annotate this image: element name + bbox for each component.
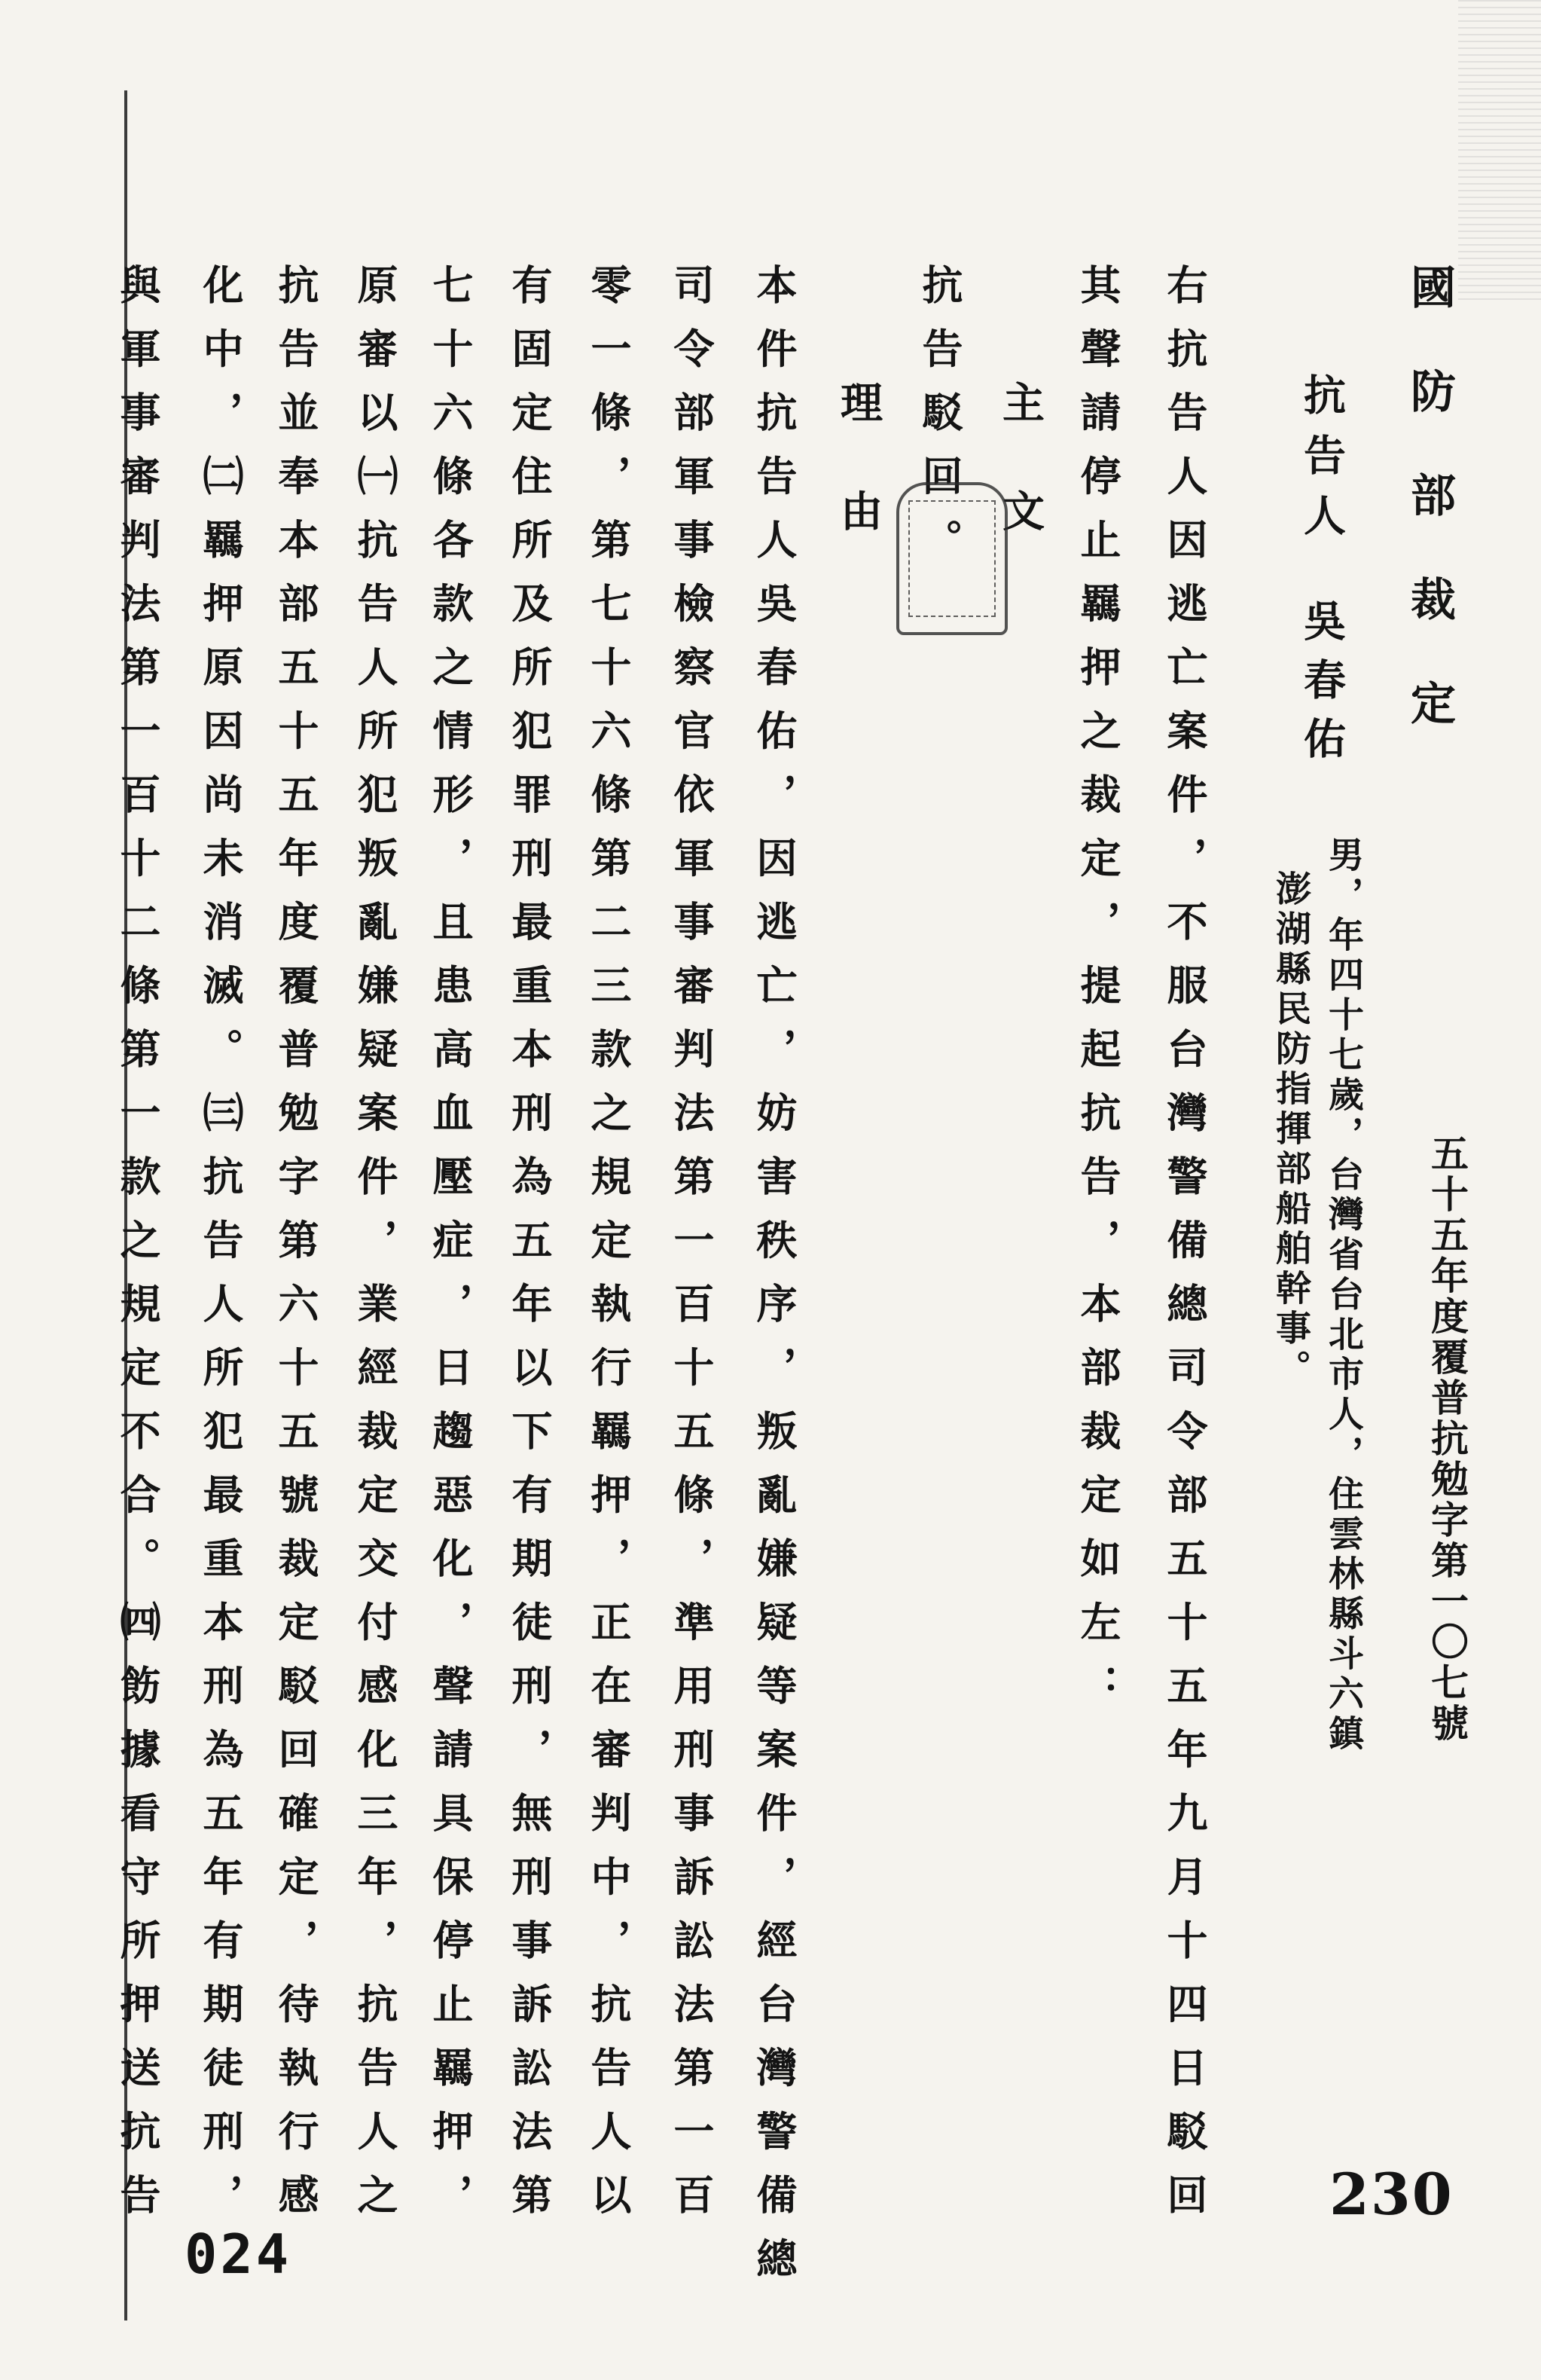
- page-number-left: 024: [185, 2223, 292, 2286]
- scan-noise: [1458, 0, 1541, 301]
- reason-line-5: 七十六條各款之情形，且患高血壓症，日趨惡化，聲請具保停止羈押，: [426, 264, 475, 2238]
- reason-line-3: 零一條，第七十六條第二三款之規定執行羈押，正在審判中，抗告人以: [584, 264, 633, 2238]
- document-title: 國防部裁定: [1403, 264, 1456, 784]
- appellant-label: 抗告人: [1297, 373, 1347, 554]
- main-heading: 主文: [996, 380, 1045, 597]
- reason-line-7: 抗告並奉本部五十五年度覆普勉字第六十五號裁定駁回確定，待執行感: [272, 264, 320, 2238]
- reason-line-4: 有固定住所及所犯罪刑最重本刑為五年以下有期徒刑，無刑事訴訟法第: [505, 264, 554, 2238]
- main-text: 抗告駁回。: [916, 264, 964, 582]
- appellant-info-line-2: 澎湖縣民防指揮部船舶幹事。: [1270, 870, 1311, 1389]
- appellant-name: 吳春佑: [1297, 599, 1347, 775]
- official-seal: [896, 482, 1008, 635]
- reason-line-9: 與軍事審判法第一百十二條第一款之規定不合。㈣飭據看守所押送抗告: [114, 264, 162, 2238]
- reason-line-1: 本件抗告人吳春佑，因逃亡，妨害秩序，叛亂嫌疑等案件，經台灣警備總: [750, 264, 798, 2301]
- intro-line-1: 右抗告人因逃亡案件，不服台灣警備總司令部五十五年九月十四日駁回: [1161, 264, 1209, 2238]
- page-number-right: 230: [1329, 2161, 1454, 2228]
- appellant-info-line-1: 男，年四十七歲，台灣省台北市人，住雲林縣斗六鎮: [1323, 836, 1364, 1755]
- document-number: 五十五年度覆普抗勉字第一〇七號: [1425, 1134, 1469, 1744]
- intro-line-2: 其聲請停止羈押之裁定，提起抗告，本部裁定如左：: [1074, 264, 1122, 1728]
- reason-line-8: 化中，㈡羈押原因尚未消滅。㈢抗告人所犯最重本刑為五年有期徒刑，: [197, 264, 245, 2238]
- reason-heading: 理由: [834, 380, 883, 597]
- reason-line-6: 原審以㈠抗告人所犯叛亂嫌疑案件，業經裁定交付感化三年，抗告人之: [351, 264, 399, 2238]
- reason-line-2: 司令部軍事檢察官依軍事審判法第一百十五條，準用刑事訴訟法第一百: [667, 264, 716, 2238]
